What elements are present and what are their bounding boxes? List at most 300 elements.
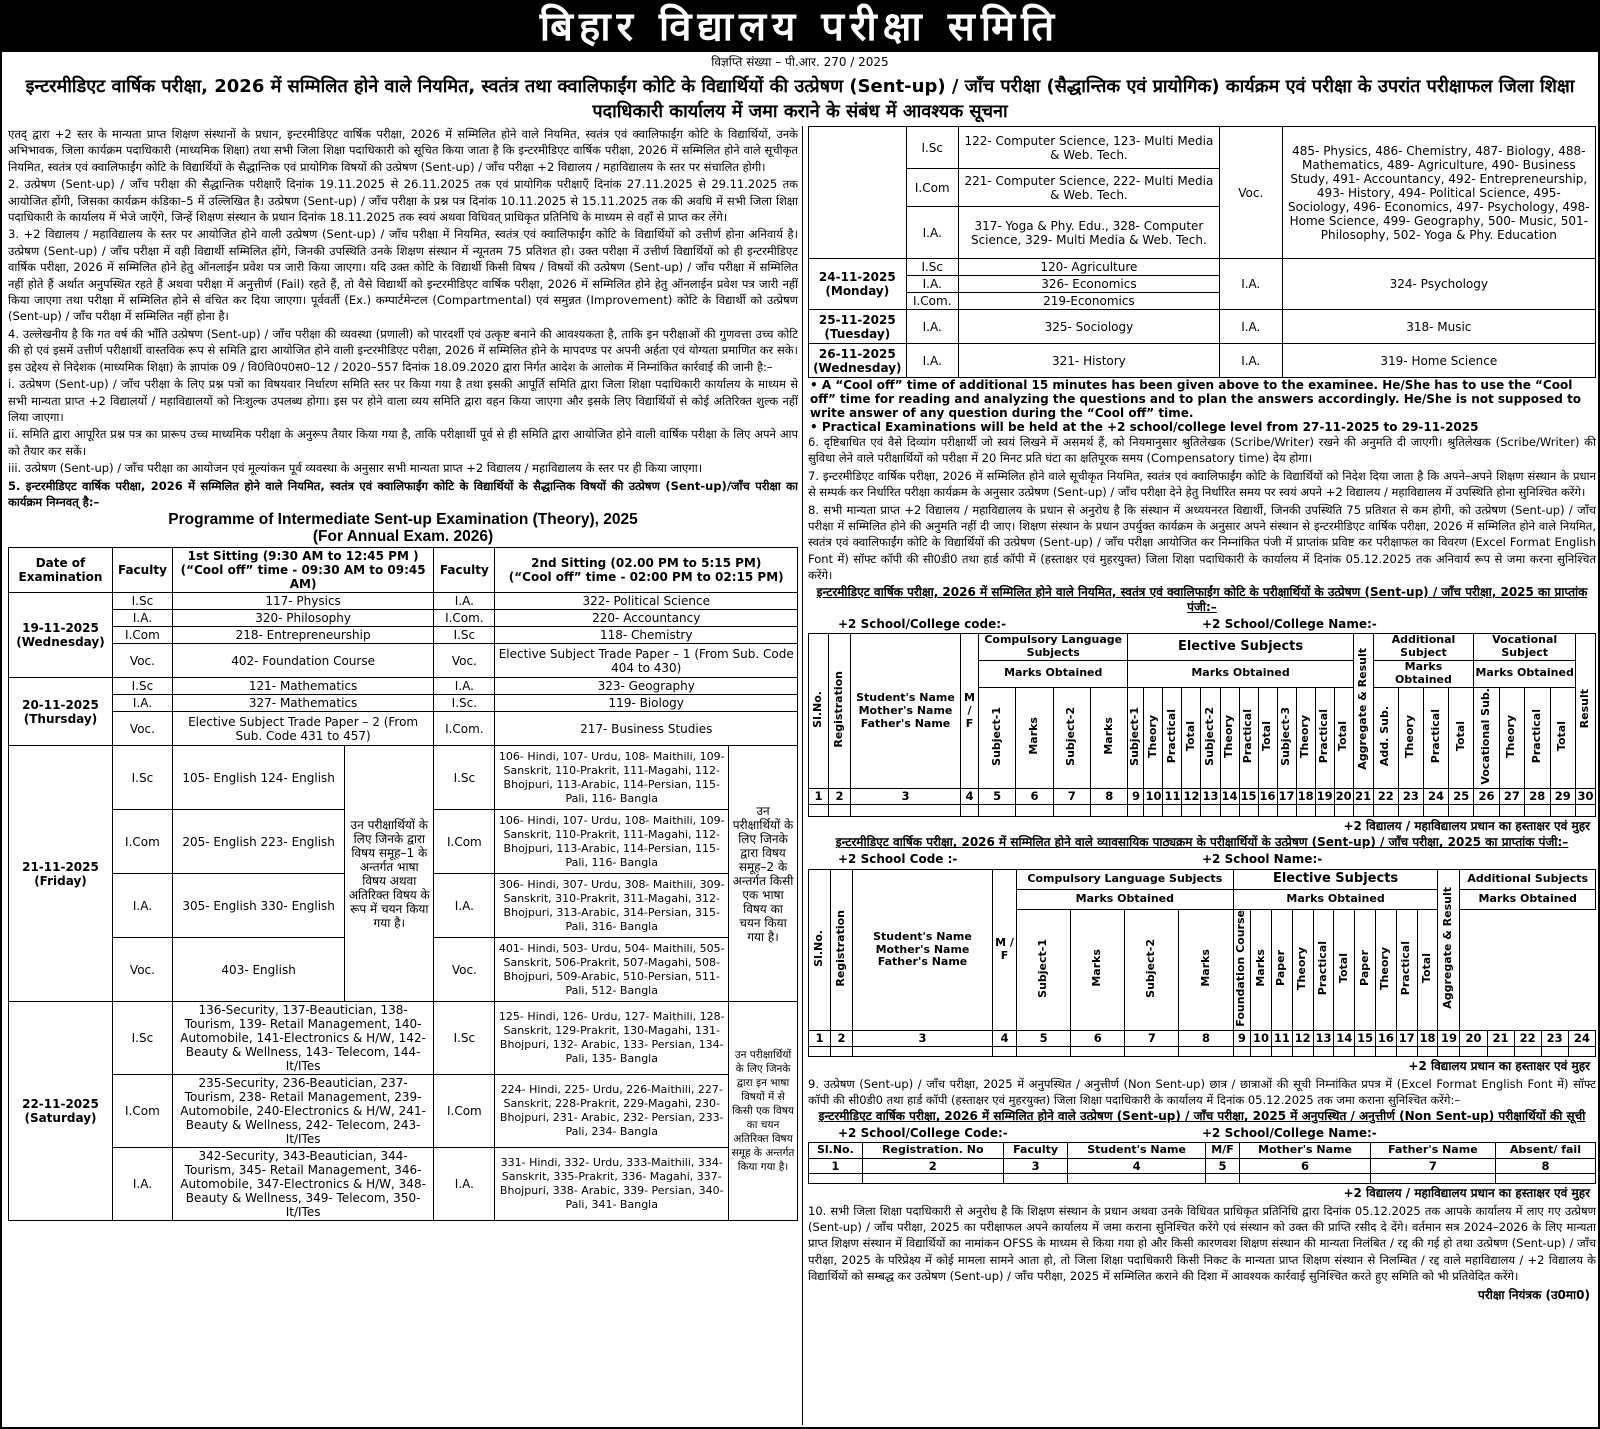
- column-divider: [802, 126, 803, 1425]
- column-number: 19: [1438, 1031, 1460, 1047]
- blank-cell: [1313, 1047, 1334, 1057]
- table-row: [9, 1002, 798, 1075]
- blank-cell: [1296, 805, 1315, 817]
- sub-column-label: Practical: [1241, 708, 1255, 764]
- subject: 221- Computer Science, 222- Multi Media & Web. Tech.: [958, 169, 1219, 207]
- sub-column-label: Theory: [1222, 714, 1236, 758]
- column-number: 11: [1164, 789, 1181, 804]
- column-number: 28: [1525, 789, 1550, 805]
- faculty: I.A.: [434, 1148, 495, 1221]
- blank-cell: [1353, 805, 1373, 817]
- subject: 136-Security, 137-Beautician, 138-Tourism, 139- Retail Management, 140-Automobile, 141-Electronics & H/W, 142-Beauty & Wellness, 143- Telecom, 144- It/ITes: [172, 1002, 433, 1075]
- column-header: Father's Name: [1370, 1143, 1495, 1159]
- sub-column: [1550, 687, 1576, 789]
- additional-marks-obtained: Marks Obtained: [1373, 660, 1474, 687]
- column-number: 14: [1334, 1031, 1355, 1047]
- subject: 325- Sociology: [958, 310, 1219, 344]
- column-number: 3: [853, 1031, 993, 1047]
- column-number: 4: [961, 789, 979, 805]
- subject: 121- Mathematics: [172, 678, 433, 695]
- col-slno-label: Sl.No.: [812, 929, 826, 967]
- faculty: I.Com: [112, 627, 172, 644]
- second-sitting-time: 2nd Sitting (02.00 PM to 5:15 PM): [531, 556, 762, 571]
- subject: 122- Computer Science, 123- Multi Media & Web. Tech.: [958, 127, 1219, 169]
- column-number: 12: [1292, 1031, 1313, 1047]
- blank-cell: [1576, 805, 1596, 817]
- blank-cell: [1487, 1047, 1514, 1057]
- table-row: [9, 712, 798, 746]
- faculty: I.Sc: [434, 1002, 495, 1075]
- blank-cell: [961, 805, 979, 817]
- sub-column: [1292, 909, 1313, 1031]
- sub-column: [1125, 909, 1179, 1031]
- blank-cell: [1396, 1047, 1417, 1057]
- faculty: I.Com: [434, 1075, 495, 1148]
- column-number: 4: [1068, 1159, 1205, 1174]
- blank-cell: [1182, 805, 1201, 817]
- faculty: I.A.: [112, 610, 172, 627]
- blank-cell: [1550, 805, 1576, 817]
- column-header: Registration. No: [862, 1143, 1003, 1159]
- table-row: [9, 593, 798, 610]
- faculty: I.Sc: [906, 259, 958, 276]
- faculty: I.Com.: [906, 293, 958, 310]
- sub-column: [1233, 909, 1250, 1031]
- compulsory-marks-obtained: Marks Obtained: [979, 660, 1128, 687]
- sub-column: [1373, 687, 1398, 789]
- para-8: 8. सभी मान्यता प्राप्त +2 विद्यालय / महाविद्यालय के प्रधान से अनुरोध है कि संस्थान में अध्ययनरत विद्यार्थी, जिनकी उपस्थिति 75 प्रतिशत से कम होगी, को उत्प्रेषण (Sent-up) / जाँच परीक्षा में सम्मिलित होने की अनुमति नहीं दी जाए। शिक्षण संस्थान के प्रधान उपर्युक्त कार्यक्रम के अनुसार अपने संस्थान से इन्टरमीडिएट वार्षिक परीक्षा, 2026 में सम्मिलित होने वाले नियमित, स्वतंत्र एवं क्वालिफाईंग कोटि के विद्यार्थियों की उत्प्रेषण (Sent-up) / जाँच परीक्षा आयोजित कर निम्नांकित पंजी में प्राप्तांक प्रविष्ट कर परीक्षाफल का विवरण (Excel Format English Font में) सॉफ्ट कॉपी की सी0डी0 तथा हार्ड कॉपी में (हस्ताक्षर एवं मुहरयुक्त) जिला शिक्षा पदाधिकारी के कार्यालय में दिनांक 05.12.2025 तक अनिवार्य रूप से जमा करना सुनिश्चित करेंगे।: [808, 502, 1596, 583]
- column-number: 23: [1398, 789, 1423, 805]
- faculty: I.Com: [112, 810, 172, 874]
- additional-marks-obtained: Marks Obtained: [1460, 889, 1596, 909]
- blank-cell: [809, 805, 829, 817]
- sub-column-label: Total: [1260, 720, 1274, 752]
- column-number: 16: [1259, 789, 1276, 804]
- sub-column: [1258, 687, 1277, 789]
- elective-marks-obtained: Marks Obtained: [1128, 660, 1353, 687]
- column-number: 18: [1417, 1031, 1438, 1047]
- register-2-title: इन्टरमीडिएट वार्षिक परीक्षा, 2026 में सम्मिलित होने वाले व्यावसायिक पाठ्यक्रम के परीक्षार्थियों के उत्प्रेषण (Sent-up) / जाँच परीक्षा, 2025 का प्राप्तांक पंजी:–: [835, 835, 1569, 850]
- sub-column: [1163, 687, 1182, 789]
- vocational-subject-header: Vocational Subject: [1474, 633, 1576, 660]
- sub-column: [1313, 909, 1334, 1031]
- blank-cell: [1373, 805, 1398, 817]
- column-number: 8: [1091, 789, 1128, 805]
- faculty: Voc.: [434, 938, 495, 1002]
- sub-column: [1525, 687, 1550, 789]
- column-number: 7: [1125, 1031, 1179, 1047]
- blank-cell: [1251, 1047, 1272, 1057]
- blank-cell: [1128, 805, 1144, 817]
- faculty: I.Com: [112, 1075, 172, 1148]
- header-faculty-1: Faculty: [112, 548, 172, 593]
- register-1-school-fields: [808, 615, 1596, 633]
- additional-subjects-header: Additional Subjects: [1460, 869, 1596, 889]
- col-aggregate-label: Aggregate & Result: [1355, 648, 1369, 770]
- first-sitting-cooloff: (“Cool off” time - 09:30 AM to 09:45 AM): [180, 563, 426, 592]
- sub-column-label: Practical: [1317, 708, 1331, 764]
- column-number: 3: [851, 789, 961, 805]
- sub-column-label: Theory: [1298, 714, 1312, 758]
- column-number: 19: [1316, 789, 1333, 804]
- faculty: Voc.: [112, 644, 172, 678]
- subject: 224- Hindi, 225- Urdu, 226-Maithili, 227-Sanskrit, 228-Prakrit, 229-Magahi, 230-Bhojpuri, 231- Arabic, 232- Persian, 233- Pali, 234- Bangla: [495, 1075, 729, 1148]
- faculty: I.Sc: [112, 593, 172, 610]
- group-2-note: उन परीक्षार्थियों के लिए जिनके द्वारा विषय समूह–2 के अन्तर्गत किसी एक भाषा विषय का चयन किया गया है।: [729, 746, 798, 1002]
- register-1-column-numbers: [809, 789, 1596, 805]
- faculty: Voc.: [1219, 127, 1282, 259]
- blank-cell: [1438, 1047, 1460, 1057]
- blank-cell: [1220, 805, 1239, 817]
- blank-cell: [1240, 1174, 1371, 1184]
- header-date: Date of Examination: [9, 548, 113, 593]
- column-number: 8: [1495, 1159, 1595, 1174]
- additional-subject-header: Additional Subject: [1373, 633, 1474, 660]
- column-number: 7: [1053, 789, 1090, 805]
- subject: 331- Hindi, 332- Urdu, 333-Maithili, 334- Sanskrit, 335-Prakrit, 336- Magahi, 337- Bhojpuri, 338- Arabic, 339- Persian, 340- Pali, 341- Bangla: [495, 1148, 729, 1221]
- register-3-signature: +2 विद्यालय / महाविद्यालय प्रधान का हस्ताक्षर एवं मुहर: [1343, 1186, 1590, 1201]
- blank-cell: [1179, 1047, 1233, 1057]
- blank-cell: [1334, 805, 1353, 817]
- column-number: 29: [1550, 789, 1576, 805]
- blank-cell: [1514, 1047, 1541, 1057]
- subject: 403- English: [172, 938, 344, 1002]
- register-3-table: [808, 1142, 1596, 1184]
- subject: 219-Economics: [958, 293, 1219, 310]
- sub-column-label: Total: [1555, 720, 1569, 752]
- column-number: 20: [1335, 789, 1352, 804]
- column-number: 5: [1205, 1159, 1239, 1174]
- sub-column: [1315, 687, 1334, 789]
- compulsory-marks-obtained: Marks Obtained: [1017, 889, 1234, 909]
- blank-cell: [1125, 1047, 1179, 1057]
- faculty: I.A.: [906, 344, 958, 378]
- blank-cell: [979, 805, 1016, 817]
- blank-cell: [1201, 805, 1220, 817]
- blank-cell: [1474, 805, 1499, 817]
- sub-column: [1251, 909, 1272, 1031]
- sub-column-label: Paper: [1274, 950, 1288, 986]
- sub-column: [1398, 687, 1423, 789]
- register-2-signature: +2 विद्यालय प्रधान का हस्ताक्षर एवं मुहर: [1408, 1059, 1590, 1074]
- col-result: [1576, 633, 1596, 789]
- sub-column: [1144, 687, 1163, 789]
- sub-column: [1277, 687, 1296, 789]
- column-number: 1: [809, 1159, 863, 1174]
- sub-column-label: Practical: [1529, 708, 1543, 764]
- column-number: 5: [1017, 1031, 1071, 1047]
- para-2: 2. उत्प्रेषण (Sent-up) / जाँच परीक्षा की सैद्धान्तिक परीक्षाएँ दिनांक 19.11.2025 से 26.11.2025 तक एवं प्रायोगिक परीक्षाएँ दिनांक 27.11.2025 से 29.11.2025 तक आयोजित होंगी, जिसका कार्यक्रम कंडिका–5 में उल्लिखित है। उत्प्रेषण (Sent-up) / जाँच परीक्षा के प्रश्न पत्र दिनांक 10.11.2025 से 15.11.2025 तक की अवधि में सभी जिला शिक्षा पदाधिकारी के कार्यालय में भेजे जाएँगे, जिन्हें शिक्षण संस्थान के प्रधान दिनांक 18.11.2025 तक स्वयं अथवा विधिवत् प्राधिकृत प्रतिनिधि के माध्यम से वहाँ से प्राप्त कर लेंगे।: [8, 177, 798, 225]
- sub-column: [1334, 687, 1353, 789]
- sub-column-label: Subject-3: [1279, 706, 1293, 766]
- school-code-label: +2 School Code :-: [838, 852, 958, 867]
- sub-column-label: Total: [1336, 952, 1350, 984]
- para-4-iii: iii. उत्प्रेषण (Sent-up) / जाँच परीक्षा का आयोजन एवं मूल्यांकन पूर्व व्यवस्था के अनुसार सभी मान्यता प्राप्त +2 विद्यालय / महाविद्यालय के स्तर पर ही किया जाएगा।: [8, 461, 703, 476]
- sub-column: [1334, 909, 1355, 1031]
- para-6: 6. दृष्टिबाधित एवं वैसे दिव्यांग परीक्षार्थी जो स्वयं लिखने में असमर्थ हैं, को नियमानुसार श्रुतिलेखक (Scribe/Writer) रखने की अनुमति दी जाएगी। श्रुतिलेखक (Scribe/Writer) की सुविधा लेने वाले परीक्षार्थियों को परीक्षा में 20 मिनट प्रति घंटा का क्षतिपूरक समय (Compensatory time) देय होगा।: [808, 435, 1596, 466]
- table-row: [9, 644, 798, 678]
- sub-column: [1201, 687, 1220, 789]
- col-slno-label: Sl.No.: [811, 690, 825, 728]
- subject: 321- History: [958, 344, 1219, 378]
- column-number: 14: [1221, 789, 1238, 804]
- notice-headline: इन्टरमीडिएट वार्षिक परीक्षा, 2026 में सम्मिलित होने वाले नियमित, स्वतंत्र तथा क्वालिफाईंग कोटि के विद्यार्थियों की उत्प्रेषण (Sent-up) / जाँच परीक्षा (सैद्धान्तिक एवं प्रायोगिक) कार्यक्रम एवं परीक्षा के उपरांत परीक्षाफल जिला शिक्षा पदाधिकारी कार्यालय में जमा कराने के संबंध में आवश्यक सूचना: [25, 76, 1575, 122]
- subject: 322- Political Science: [495, 593, 798, 610]
- blank-cell: [1271, 1047, 1292, 1057]
- subject: 205- English 223- English: [172, 810, 344, 874]
- blank-cell: [1016, 805, 1053, 817]
- blank-cell: [851, 805, 961, 817]
- sub-column-label: Marks: [1253, 949, 1267, 987]
- para-9: 9. उत्प्रेषण (Sent-up) / जाँच परीक्षा, 2025 में अनुपस्थित / अनुत्तीर्ण (Non Sent-up) छात्र / छात्राओं की सूची निम्नांकित प्रपत्र में (Excel Format English Font में) सॉफ्ट कॉपी की सी0डी0 तथा हार्ड कॉपी (हस्ताक्षर एवं मुहरयुक्त) जिला शिक्षा पदाधिकारी के कार्यालय में दिनांक 05.12.2025 तक जमा कराना सुनिश्चित करेंगे:–: [808, 1076, 1596, 1107]
- sub-column: [1239, 687, 1258, 789]
- subject: 319- Home Science: [1282, 344, 1595, 378]
- blank-cell: [1423, 805, 1448, 817]
- register-3-title: इन्टरमीडिएट वार्षिक परीक्षा, 2026 में सम्मिलित होने वाले उत्प्रेषण (Sent-up) / जाँच परीक्षा, 2025 में अनुपस्थित / अनुत्तीर्ण (Non Sent-up) परीक्षार्थियों की सूची: [818, 1109, 1586, 1124]
- controller-signoff: परीक्षा नियंत्रक (उ0मा0): [1478, 1287, 1590, 1302]
- subject: 125- Hindi, 126- Urdu, 127- Maithili, 128-Sanskrit, 129-Prakrit, 130-Magahi, 131- Bhojpuri, 132- Arabic, 133- Persian, 134- Pali, 135- Bangla: [495, 1002, 729, 1075]
- subject: 119- Biology: [495, 695, 798, 712]
- faculty: I.Sc: [434, 627, 495, 644]
- left-column: [8, 126, 798, 1425]
- programme-title: Programme of Intermediate Sent-up Examination (Theory), 2025: [168, 511, 638, 529]
- sub-column-label: Vocational Sub.: [1479, 687, 1493, 785]
- para-4-i: i. उत्प्रेषण (Sent-up) / जाँच परीक्षा के लिए प्रश्न पत्रों का विषयवार निर्धारण समिति स्तर पर किया गया है तथा इसकी आपूर्ति समिति द्वारा जिला शिक्षा पदाधिकारी कार्यालय के माध्यम से सभी मान्यता प्राप्त +2 विद्यालयों / महाविद्यालयों को निःशुल्क उपलब्ध होगा। इस पर होने वाला व्यय समिति द्वारा वहन किया जाएगा और इसके लिए विद्यार्थियों से कोई अतिरिक्त शुल्क नहीं लिया जाएगा।: [8, 377, 798, 424]
- sub-column: [1449, 687, 1474, 789]
- sub-column: [1423, 687, 1448, 789]
- blank-cell: [853, 1047, 993, 1057]
- sub-column-label: Subject-2: [1064, 706, 1078, 766]
- school-name-label: +2 School/College Name:-: [1202, 1126, 1377, 1141]
- sub-column-label: Theory: [1403, 714, 1417, 758]
- sub-column-label: Practical: [1428, 708, 1442, 764]
- exam-date: 26-11-2025 (Wednesday): [809, 344, 907, 378]
- faculty: I.A.: [434, 678, 495, 695]
- subject: 342-Security, 343-Beautician, 344-Tourism, 345- Retail Management, 346-Automobile, 347-Electronics & H/W, 348-Beauty & Wellness, 349- Telecom, 350- It/ITes: [172, 1148, 433, 1221]
- faculty: I.A.: [112, 874, 172, 938]
- column-number: 7: [1370, 1159, 1495, 1174]
- sub-column: [1296, 687, 1315, 789]
- table-row: [9, 695, 798, 712]
- sub-column-label: Foundation Course: [1234, 909, 1248, 1027]
- faculty: I.Com.: [434, 712, 495, 746]
- faculty: I.A.: [1219, 310, 1282, 344]
- table-row: [9, 610, 798, 627]
- subject: Elective Subject Trade Paper – 1 (From Sub. Code 404 to 430): [495, 644, 798, 678]
- sub-column: [1396, 909, 1417, 1031]
- para-3: 3. +2 विद्यालय / महाविद्यालय के स्तर पर आयोजित होने वाली उत्प्रेषण (Sent-up) / जाँच परीक्षा में नियमित, स्वतंत्र एवं क्वालिफाईंग कोटि के विद्यार्थियों को उत्तीर्ण होना अनिवार्य है। उत्प्रेषण (Sent-up) / जाँच परीक्षा में वही विद्यार्थी सम्मिलित होंगे, जिनकी उपस्थिति उनके शिक्षण संस्थान में न्यूनतम 75 प्रतिशत हो। उक्त परीक्षा में उत्तीर्ण विद्यार्थियों को ही इन्टरमीडिएट वार्षिक परीक्षा, 2026 में सम्मिलित होने हेतु ऑनलाईन प्रवेश पत्र जारी किया जाएगा। यदि उक्त कोटि के विद्यार्थी किसी विषय / विषयों की उत्प्रेषण (Sent-up) / जाँच परीक्षा में सम्मिलित नहीं होते हैं अर्थात अनुपस्थित रहते हैं अथवा परीक्षा में अनुत्तीर्ण (Fail) रहते हैं, तो वैसे विद्यार्थी को इन्टरमीडिएट वार्षिक परीक्षा, 2026 में सम्मिलित होने हेतु ऑनलाईन प्रवेश पत्र जारी नहीं किया जाएगा तथा परीक्षा में सम्मिलित होने से वंचित कर दिया जाएगा। पूर्ववर्ती (Ex.) कम्पार्टमेन्टल (Compartmental) एवं समुन्नत (Improvement) कोटि के विद्यार्थी को उत्प्रेषण (Sent-up) / जाँच परीक्षा में सम्मिलित नहीं होना है।: [8, 227, 798, 324]
- second-sitting-cooloff: (“Cool off” time - 02:00 PM to 02:15 PM): [508, 570, 784, 585]
- subject: 485- Physics, 486- Chemistry, 487- Biology, 488- Mathematics, 489- Agriculture, 490- Business Study, 491- Accountancy, 492- Entrepreneurship, 493- History, 494- Political Science, 495- Sociology, 496- Economics, 497- Psychology, 498- Home Science, 499- Geography, 500- Music, 501- Philosophy, 502- Yoga & Phy. Education: [1282, 127, 1595, 259]
- register-1-blank-row: [809, 805, 1596, 817]
- register-2-school-fields: [808, 850, 1596, 868]
- sub-column-label: Theory: [1145, 714, 1159, 758]
- column-number: 1: [809, 1031, 831, 1047]
- right-column: [808, 126, 1596, 1425]
- cool-off-note: • A “Cool off” time of additional 15 minutes has been given above to the examinee. He/She has to use the “Cool off” time for reading and analyzing the questions and to plan the answers accordingly. He/She is not supposed to write answer of any question during the “Cool off” time.: [810, 378, 1582, 420]
- col-result-label: Result: [1578, 689, 1592, 729]
- blank-cell: [1091, 805, 1128, 817]
- sub-column-label: Marks: [1198, 949, 1212, 987]
- sub-column-label: Subject-2: [1144, 938, 1158, 998]
- sub-column: [1182, 687, 1201, 789]
- col-slno: [809, 869, 831, 1031]
- column-number: 6: [1240, 1159, 1371, 1174]
- register-3-school-fields: [808, 1124, 1596, 1142]
- col-names: Student's Name Mother's Name Father's Name: [853, 869, 993, 1031]
- blank-cell: [1205, 1174, 1239, 1184]
- sub-column-label: Marks: [1027, 717, 1041, 755]
- header-second-sitting: [495, 548, 798, 593]
- col-registration: [831, 869, 853, 1031]
- sub-column-label: Subject-1: [1036, 938, 1050, 998]
- group-1-note: उन परीक्षार्थियों के लिए जिनके द्वारा विषय समूह–1 के अन्तर्गत भाषा विषय अथवा अतिरिक्त विषय के रूप में चयन किया गया है।: [345, 746, 434, 1002]
- school-code-label: +2 School/College Code:-: [838, 1126, 1008, 1141]
- para-1: एतद् द्वारा +2 स्तर के मान्यता प्राप्त शिक्षण संस्थानों के प्रधान, इन्टरमीडिएट वार्षिक परीक्षा, 2026 में सम्मिलित होने वाले नियमित, स्वतंत्र एवं क्वालिफाईंग कोटि के विद्यार्थियों, उनके अभिभावक, जिला कार्यक्रम पदाधिकारी (माध्यमिक शिक्षा) तथा सभी जिला शिक्षा पदाधिकारी को सूचित किया जाता है कि इन्टरमीडिएट वार्षिक परीक्षा, 2026 में सम्मिलित होने वाले सूचीकृत नियमित, स्वतंत्र एवं क्वालिफाईंग कोटि के विद्यार्थियों के सैद्धान्तिक एवं प्रायोगिक विषयों की उत्प्रेषण (Sent-up) / जाँच परीक्षा +2 विद्यालय / महाविद्यालय के स्तर पर संचालित होगी।: [8, 127, 798, 174]
- para-5: 5. इन्टरमीडिएट वार्षिक परीक्षा, 2026 में सम्मिलित होने वाले नियमित, स्वतंत्र एवं क्वालिफाईंग कोटि के विद्यार्थियों के सैद्धान्तिक विषयों की उत्प्रेषण (Sent-up)/जाँच परीक्षा का कार्यक्रम निम्नवत् है:–: [8, 478, 798, 509]
- blank-cell: [1460, 1047, 1487, 1057]
- faculty: I.Sc: [112, 678, 172, 695]
- sub-column: [1499, 687, 1524, 789]
- register-1-signature: +2 विद्यालय / महाविद्यालय प्रधान का हस्ताक्षर एवं मुहर: [1343, 819, 1590, 834]
- column-number: 17: [1278, 789, 1295, 804]
- table-row: [9, 678, 798, 695]
- column-number: 5: [979, 789, 1016, 805]
- faculty: I.A.: [1219, 344, 1282, 378]
- col-registration-label: Registration: [834, 909, 848, 987]
- column-number: 12: [1183, 789, 1200, 804]
- programme-table: [8, 547, 798, 1221]
- table-row: [809, 310, 1596, 344]
- blank-cell: [809, 1174, 863, 1184]
- blank-cell: [1292, 1047, 1313, 1057]
- para-7: 7. इन्टरमीडिएट वार्षिक परीक्षा, 2026 में सम्मिलित होने वाले सूचीकृत नियमित, स्वतंत्र एवं क्वालिफाईंग कोटि के विद्यार्थियों को निदेश दिया जाता है कि अपने–अपने शिक्षण संस्थान के प्रधान से सम्पर्क कर निर्धारित परीक्षा कार्यक्रम के अनुसार उत्प्रेषण (Sent-up) / जाँच परीक्षा देने हेतु निर्धारित समय पर स्वयं अपने +2 विद्यालय / महाविद्यालय में उपस्थिति होना सुनिश्चित करेंगे।: [808, 468, 1596, 500]
- subject: 120- Agriculture: [958, 259, 1219, 276]
- column-number: 25: [1449, 789, 1474, 805]
- blank-cell: [1017, 1047, 1071, 1057]
- register-1-title: इन्टरमीडिएट वार्षिक परीक्षा, 2026 में सम्मिलित होने वाले नियमित, स्वतंत्र एवं क्वालिफाईंग कोटि के परीक्षार्थियों के उत्प्रेषण (Sent-up) / जाँच परीक्षा, 2025 का प्राप्तांक पंजी:–: [816, 584, 1588, 614]
- faculty: Voc.: [434, 644, 495, 678]
- faculty: I.A.: [906, 207, 958, 259]
- notice-number: विज्ञप्ति संख्या – पी.आर. 270 / 2025: [711, 55, 889, 69]
- register-1-table: [808, 633, 1596, 818]
- column-number: 30: [1577, 789, 1594, 804]
- sub-column: [1220, 687, 1239, 789]
- subject: 402- Foundation Course: [172, 644, 433, 678]
- column-number: 27: [1499, 789, 1524, 805]
- col-slno: [809, 633, 829, 789]
- table-row: [9, 1075, 798, 1148]
- column-number: 24: [1568, 1031, 1595, 1047]
- subject: 220- Accountancy: [495, 610, 798, 627]
- sub-column-label: Practical: [1316, 940, 1329, 996]
- subject: 323- Geography: [495, 678, 798, 695]
- sub-column-label: Theory: [1295, 946, 1309, 990]
- faculty: I.Sc: [906, 127, 958, 169]
- school-name-label: +2 School/College Name:-: [1202, 616, 1377, 631]
- column-header: Absent/ fail: [1495, 1143, 1595, 1159]
- sub-column-label: Subject-1: [1128, 706, 1142, 766]
- blank-cell: [1315, 805, 1334, 817]
- blank-cell: [1053, 805, 1090, 817]
- column-number: 21: [1487, 1031, 1514, 1047]
- table-row: [9, 1148, 798, 1221]
- column-header: Mother's Name: [1240, 1143, 1371, 1159]
- blank-cell: [1068, 1174, 1205, 1184]
- elective-subjects-header: Elective Subjects: [1233, 869, 1438, 889]
- faculty: I.Sc: [112, 746, 172, 810]
- header-first-sitting: [172, 548, 433, 593]
- col-aggregate: [1438, 869, 1460, 1031]
- column-number: 9: [1128, 789, 1144, 805]
- blank-cell: [1398, 805, 1423, 817]
- col-registration-label: Registration: [832, 670, 846, 748]
- register-2-table: [808, 869, 1596, 1058]
- sub-column: [1128, 687, 1144, 789]
- column-number: 22: [1373, 789, 1398, 805]
- column-header: Student's Name: [1068, 1143, 1205, 1159]
- table-row: [809, 344, 1596, 378]
- blank-cell: [1233, 1047, 1250, 1057]
- column-number: 20: [1460, 1031, 1487, 1047]
- column-number: 2: [831, 1031, 853, 1047]
- column-number: 2: [829, 789, 851, 805]
- table-row: [9, 746, 798, 810]
- blank-cell: [1495, 1174, 1595, 1184]
- sub-column: [1179, 909, 1233, 1031]
- blank-cell: [1541, 1047, 1568, 1057]
- blank-cell: [1449, 805, 1474, 817]
- compulsory-language-header: Compulsory Language Subjects: [1017, 869, 1234, 889]
- column-number: 15: [1240, 789, 1257, 804]
- col-aggregate: [1353, 633, 1373, 789]
- subject: 117- Physics: [172, 593, 433, 610]
- sub-column-label: Paper: [1357, 950, 1371, 986]
- faculty: I.A.: [434, 593, 495, 610]
- exam-date: 25-11-2025 (Tuesday): [809, 310, 907, 344]
- blank-cell: [993, 1047, 1017, 1057]
- sub-column: [1474, 687, 1499, 789]
- table-row: [809, 259, 1596, 276]
- column-number: 21: [1355, 789, 1372, 804]
- faculty: I.Sc.: [434, 695, 495, 712]
- column-number: 13: [1202, 789, 1219, 804]
- subject: 327- Mathematics: [172, 695, 433, 712]
- subject: 305- English 330- English: [172, 874, 344, 938]
- register-3-column-numbers: [809, 1159, 1596, 1174]
- para-10: 10. सभी जिला शिक्षा पदाधिकारी से अनुरोध है कि शिक्षण संस्थान के प्रधान अथवा उनके विधिवत प्राधिकृत प्रतिनिधि द्वारा दिनांक 05.12.2025 तक आपके कार्यालय में लाए गए उत्प्रेषण (Sent-up) / जाँच परीक्षा, 2025 का परीक्षाफल अपने कार्यालय में जमा कराना सुनिश्चित करेंगे एवं संस्थान को उक्त की प्राप्ति रसीद दे देंगे। वर्तमान सत्र 2024–2026 के लिए मान्यता प्राप्त शिक्षण संस्थान में विद्यार्थियों का नामांकन OFSS के माध्यम से किया गया हो और किसी कारणवश शिक्षण संस्थान की मान्यता निलंबित / रद्द की गई हो तथा उत्प्रेषण (Sent-up) / जाँच परीक्षा, 2025 के परिप्रेक्ष्य में कोई मामला सामने आता हो, तो जिला शिक्षा पदाधिकारी किसी निकट के मान्यता प्राप्त शिक्षण संस्थान से निलम्बित / रद्द वाले महाविद्यालय / +2 विद्यालय के विद्यार्थियों को सम्बद्ध कर उत्प्रेषण (Sent-up) / जाँच परीक्षा, 2025 में सम्मिलित कराने की दिशा में आवश्यक कार्रवाई सुनिश्चित करते हुए समिति को भी प्रतिवेदित करेंगे।: [808, 1203, 1596, 1284]
- exam-date: 24-11-2025 (Monday): [809, 259, 907, 310]
- column-number: 6: [1016, 789, 1053, 805]
- column-number: 10: [1145, 789, 1162, 804]
- faculty: I.A.: [1219, 259, 1282, 310]
- faculty: Voc.: [112, 712, 172, 746]
- header-faculty-2: Faculty: [434, 548, 495, 593]
- column-number: 11: [1271, 1031, 1292, 1047]
- register-2-blank-row: [809, 1047, 1596, 1057]
- subject: 401- Hindi, 503- Urdu, 504- Maithili, 505-Sanskrit, 506-Prakrit, 507-Magahi, 508-Bhojpuri, 509-Arabic, 510-Persian, 511- Pali, 512- Bangla: [495, 938, 729, 1002]
- blank-cell: [1568, 1047, 1595, 1057]
- column-number: 22: [1514, 1031, 1541, 1047]
- additional-group-note: उन परीक्षार्थियों के लिए जिनके द्वारा इन भाषा विषयों में से किसी एक विषय का चयन अतिरिक्त विषय समूह के अन्तर्गत किया गया है।: [729, 1002, 798, 1221]
- vocational-marks-obtained: Marks Obtained: [1474, 660, 1576, 687]
- faculty: I.Sc: [112, 1002, 172, 1075]
- sub-column-label: Total: [1420, 952, 1434, 984]
- blank-cell: [1071, 1047, 1125, 1057]
- blank-cell: [1355, 1047, 1376, 1057]
- faculty: I.Sc: [434, 746, 495, 810]
- blank-cell: [1003, 1174, 1068, 1184]
